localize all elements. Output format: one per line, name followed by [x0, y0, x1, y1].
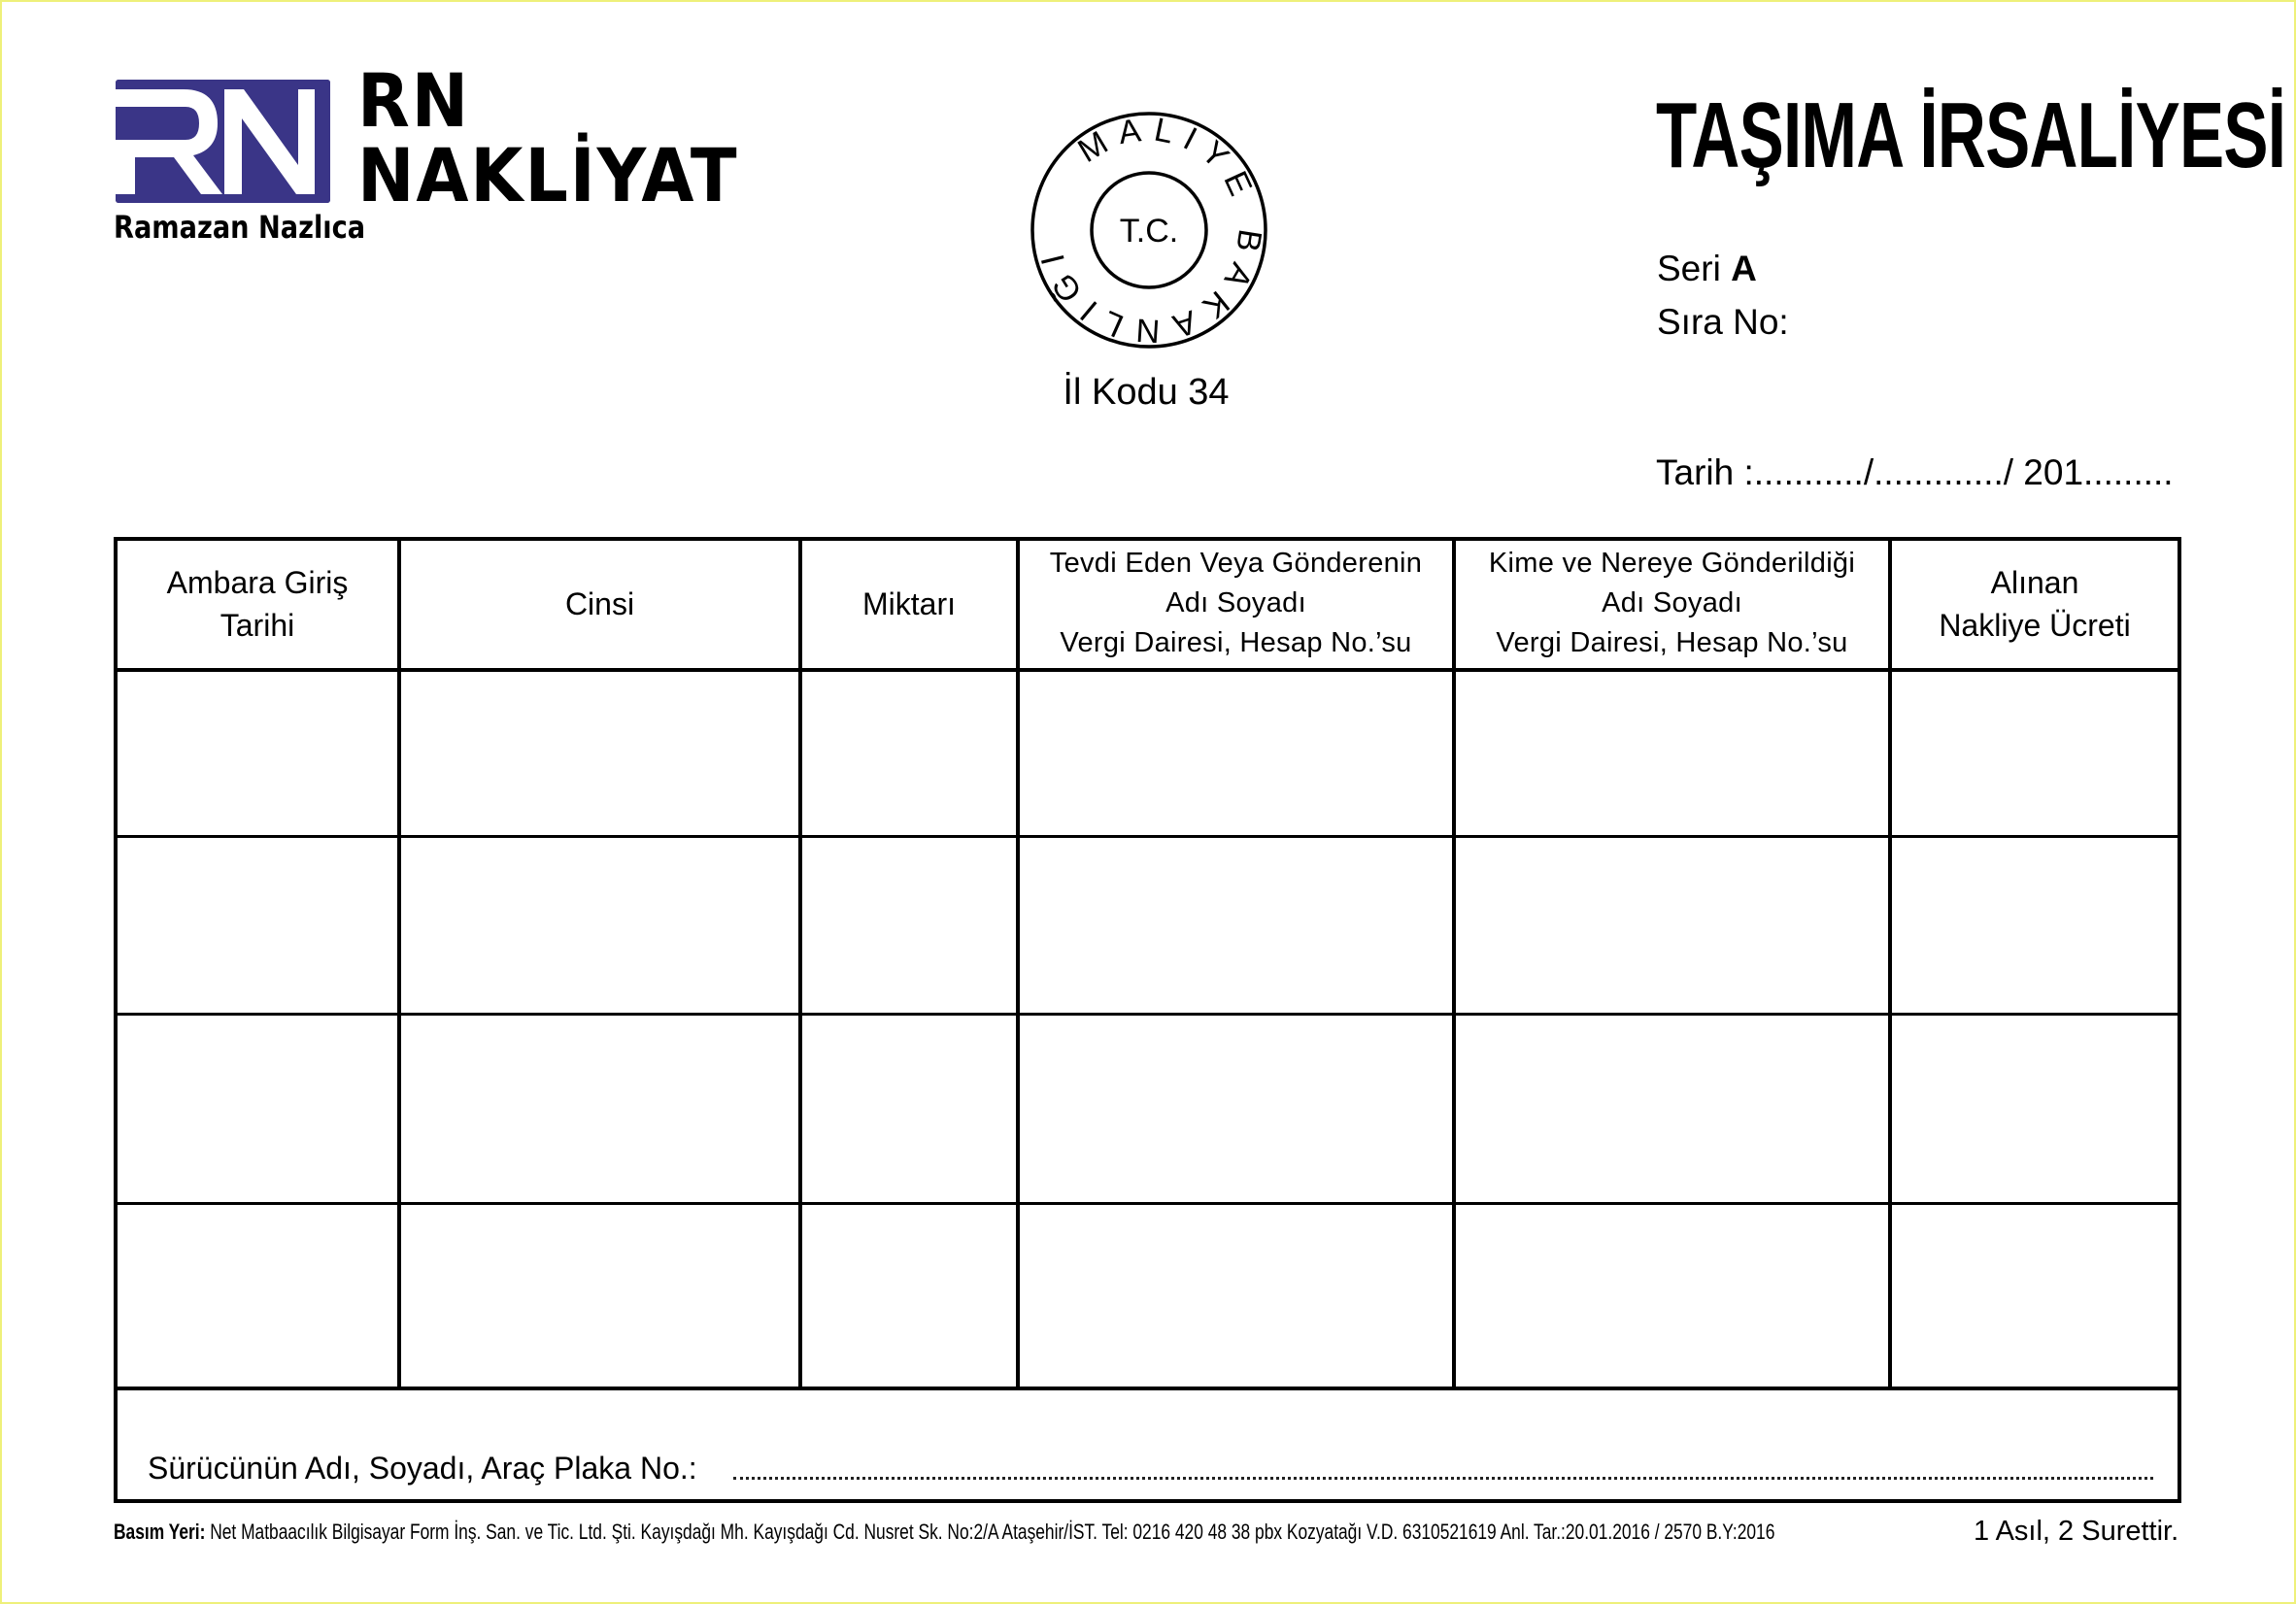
driver-label: Sürücünün Adı, Soyadı, Araç Plaka No.: [148, 1451, 697, 1486]
table-cell[interactable] [118, 838, 397, 1013]
header-line: Ambara Giriş [166, 564, 349, 600]
series-field [1657, 251, 1757, 286]
table-cell[interactable] [1020, 838, 1452, 1013]
header-line: Nakliye Ücreti [1939, 607, 2131, 643]
table-cell[interactable] [802, 1205, 1016, 1387]
table-cell[interactable] [1892, 1205, 2178, 1387]
series-label: Seri [1657, 249, 1721, 288]
table-cell[interactable] [802, 1016, 1016, 1202]
table-cell[interactable] [1892, 838, 2178, 1013]
header-line: Tarihi [219, 607, 295, 643]
header-line: Miktarı [862, 585, 956, 621]
owner-name: Ramazan Nazlıca [114, 209, 366, 246]
printer-label: Basım Yeri: [114, 1520, 206, 1544]
table-cell[interactable] [1020, 672, 1452, 835]
table-cell[interactable] [401, 1016, 798, 1202]
header-line: Cinsi [564, 585, 635, 621]
brand-line-2: NAKLİYAT [357, 132, 739, 218]
table-cell[interactable] [802, 838, 1016, 1013]
svg-text:MALİYE BAKANLIĞI: MALİYE BAKANLIĞI [1031, 110, 1269, 350]
column-header-sender [1020, 537, 1452, 670]
date-field[interactable]: Tarih :.........../............./ 201......... [1656, 452, 2174, 492]
table-cell[interactable] [118, 1016, 397, 1202]
table-cell[interactable] [1456, 672, 1888, 835]
table-cell[interactable] [118, 672, 397, 835]
table-cell[interactable] [802, 672, 1016, 835]
data-bottom-divider [114, 1387, 2181, 1390]
province-code: İl Kodu 34 [1063, 372, 1230, 413]
table-cell[interactable] [1892, 672, 2178, 835]
ministry-stamp [1028, 109, 1270, 351]
column-header-type [401, 537, 798, 670]
table-cell[interactable] [1456, 1016, 1888, 1202]
table-cell[interactable] [1020, 1205, 1452, 1387]
copies-note: 1 Asıl, 2 Surettir. [1974, 1516, 2179, 1547]
rn-logo-icon [116, 80, 330, 203]
table-cell[interactable] [1892, 1016, 2178, 1202]
header-line: Kime ve Nereye Gönderildiği [1488, 548, 1856, 579]
printer-text: Net Matbaacılık Bilgisayar Form İnş. San. ve Tic. Ltd. Şti. Kayışdağı Mh. Kayışdağı Cd. Nusret Sk. No:2/A Ataşehir/İST. Tel: 0216 420 48 38 pbx Kozyatağı V.D. 6310521619 Anl. Tar.:20.01.2016 / 2570 B.Y:2016 [210, 1520, 1775, 1544]
table-cell[interactable] [401, 672, 798, 835]
column-header-recipient [1456, 537, 1888, 670]
brand-line-1: RN [357, 57, 471, 144]
column-header-quantity [802, 537, 1016, 670]
table-cell[interactable] [1456, 838, 1888, 1013]
header-line: Vergi Dairesi, Hesap No.’su [1496, 627, 1848, 658]
table-cell[interactable] [1456, 1205, 1888, 1387]
table-cell[interactable] [118, 1205, 397, 1387]
series-value: A [1731, 249, 1757, 288]
column-header-entry-date [118, 537, 397, 670]
header-line: Adı Soyadı [1602, 587, 1742, 618]
table-cell[interactable] [401, 838, 798, 1013]
sequence-label: Sıra No: [1657, 302, 1789, 342]
table-cell[interactable] [1020, 1016, 1452, 1202]
sequence-field[interactable] [1657, 304, 1789, 340]
header-line: Tevdi Eden Veya Gönderenin [1049, 548, 1423, 579]
header-line: Adı Soyadı [1165, 587, 1306, 618]
header-line: Vergi Dairesi, Hesap No.’su [1060, 627, 1412, 658]
stamp-seal-icon [1028, 109, 1270, 351]
header-line: Alınan [1990, 564, 2079, 600]
driver-input-line[interactable] [733, 1477, 2153, 1480]
column-header-fee [1892, 537, 2178, 670]
document-title: TAŞIMA İRSALİYESİ [1656, 84, 2286, 187]
table-cell[interactable] [401, 1205, 798, 1387]
svg-text:T.C.: T.C. [1119, 213, 1179, 250]
printer-info [114, 1521, 1774, 1543]
company-logo [116, 80, 330, 203]
